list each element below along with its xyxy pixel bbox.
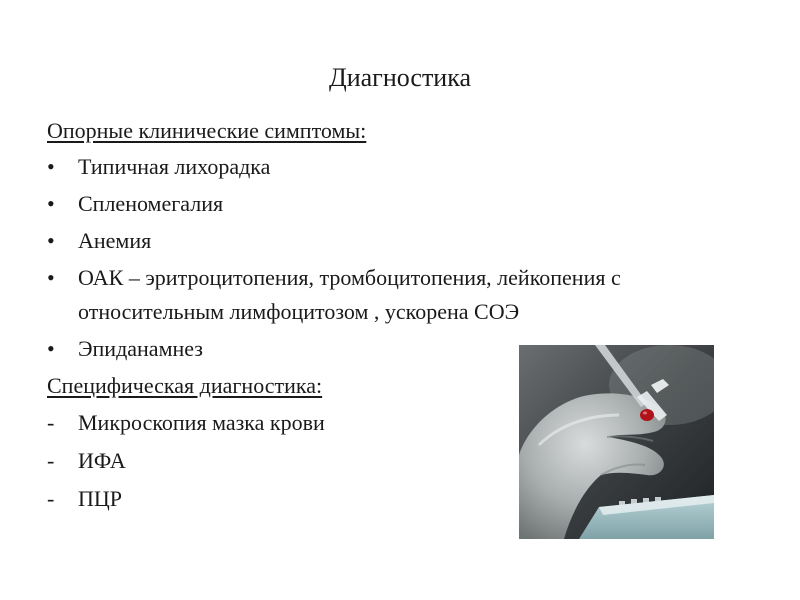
list-item — [47, 261, 747, 329]
list-item-text: ОАК – эритроцитопения, тромбоцитопения, лейкопения с относительным лимфоцитозом , ускорена СОЭ — [78, 265, 621, 324]
list-item — [47, 444, 507, 478]
list-item-text: Эпиданамнез — [78, 336, 203, 361]
specific-diagnostics-heading: Специфическая диагностика: — [47, 373, 323, 398]
dash-icon: - — [47, 448, 55, 473]
gloved-hand-pipette-icon — [519, 345, 714, 539]
list-item-text: ИФА — [78, 448, 126, 473]
dash-icon: - — [47, 486, 55, 511]
bullet-icon: • — [47, 154, 55, 179]
bullet-icon: • — [47, 228, 55, 253]
list-item — [47, 150, 767, 184]
list-item — [47, 482, 507, 516]
list-item-text: Типичная лихорадка — [78, 154, 271, 179]
dash-icon: - — [47, 410, 55, 435]
list-item-text: Спленомегалия — [78, 191, 224, 216]
slide-title: Диагностика — [328, 63, 471, 92]
list-item — [47, 406, 507, 440]
list-item — [47, 187, 767, 221]
lab-photo — [519, 345, 714, 539]
list-item-text: Микроскопия мазка крови — [78, 410, 325, 435]
clinical-symptoms-heading: Опорные клинические симптомы: — [47, 118, 367, 143]
bullet-icon: • — [47, 265, 55, 290]
bullet-icon: • — [47, 191, 55, 216]
list-item-text: ПЦР — [78, 486, 123, 511]
list-item-text: Анемия — [78, 228, 152, 253]
list-item — [47, 224, 767, 258]
bullet-icon: • — [47, 336, 55, 361]
